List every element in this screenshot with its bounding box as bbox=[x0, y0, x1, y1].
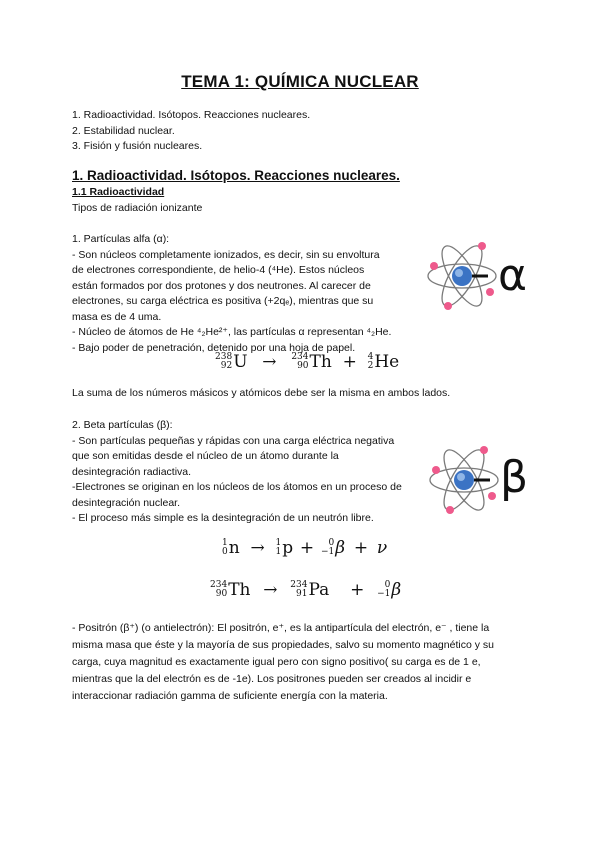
mass-number: 1 bbox=[275, 538, 282, 548]
alpha-note: La suma de los números másicos y atómicos debe ser la misma en ambos lados. bbox=[72, 387, 451, 399]
mass-number: 4 bbox=[367, 352, 374, 362]
beta-line: que son emitidas desde el núcleo de un átomo durante la bbox=[72, 450, 339, 462]
atomic-number: 92 bbox=[220, 361, 233, 371]
atomic-number: −1 bbox=[320, 547, 335, 557]
beta-symbol: β bbox=[335, 538, 346, 558]
subsection-heading: 1.1 Radioactividad bbox=[72, 186, 165, 198]
alpha-line: están formados por dos protones y dos neutrones. Al carecer de bbox=[72, 279, 371, 292]
neutron-symbol: n bbox=[228, 538, 240, 558]
element-symbol: Pa bbox=[308, 580, 330, 600]
beta-line: - El proceso más simple es la desintegración de un neutrón libre. bbox=[72, 512, 374, 524]
positron-line: - Positrón (β⁺) (o antielectrón): El positrón, e⁺, es la antipartícula del electrón, e⁻ , tiene la bbox=[72, 622, 490, 634]
arrow-icon: → bbox=[262, 352, 277, 372]
thorium-decay-equation bbox=[210, 580, 401, 600]
section-heading: 1. Radioactividad. Isótopos. Reacciones nucleares. bbox=[72, 168, 400, 183]
mass-number: 234 bbox=[290, 580, 308, 590]
beta-line: - Son partículas pequeñas y rápidas con una carga eléctrica negativa bbox=[72, 434, 395, 447]
atomic-number: 2 bbox=[367, 361, 374, 371]
alpha-decay-equation bbox=[215, 352, 399, 372]
alpha-section bbox=[72, 232, 432, 356]
alpha-atom-icon bbox=[424, 236, 534, 316]
beta-line: desintegración nuclear. bbox=[72, 496, 180, 509]
mass-number: 234 bbox=[210, 580, 228, 590]
alpha-line: masa es de 4 uma. bbox=[72, 310, 162, 323]
alpha-heading: 1. Partículas alfa (α): bbox=[72, 233, 170, 245]
arrow-icon: → bbox=[250, 538, 265, 558]
mass-number: 234 bbox=[291, 352, 309, 362]
element-symbol: U bbox=[233, 352, 248, 372]
mass-number: 0 bbox=[328, 538, 335, 548]
element-symbol: Th bbox=[309, 352, 332, 372]
toc-item: 1. Radioactividad. Isótopos. Reacciones nucleares. bbox=[72, 109, 311, 121]
mass-number: 1 bbox=[222, 538, 228, 548]
atomic-number: 1 bbox=[275, 547, 282, 557]
alpha-line: - Bajo poder de penetración, detenido por una hoja de papel. bbox=[72, 341, 356, 354]
beta-letter: β bbox=[500, 452, 529, 503]
alpha-line: de electrones correspondiente, de helio-4 (⁴He). Estos núcleos bbox=[72, 264, 365, 276]
atomic-number: 0 bbox=[222, 547, 228, 557]
alpha-line: - Son núcleos completamente ionizados, es decir, sin su envoltura bbox=[72, 248, 380, 261]
plus-sign: + bbox=[342, 352, 357, 372]
arrow-icon: → bbox=[263, 580, 278, 600]
positron-line: carga, cuya magnitud es exactamente igual pero con signo positivo( su carga es de 1 e, bbox=[72, 656, 481, 668]
beta-atom-icon bbox=[426, 440, 536, 520]
plus-sign: + bbox=[353, 538, 369, 558]
alpha-line: electrones, su carga eléctrica es positiva (+2qₑ), mientras que su bbox=[72, 295, 374, 307]
positron-line: interaccionar radiación gamma de suficiente energía con la materia. bbox=[72, 690, 388, 702]
plus-sign: + bbox=[350, 580, 365, 600]
beta-line: desintegración radiactiva. bbox=[72, 465, 192, 478]
proton-symbol: p bbox=[282, 538, 294, 558]
positron-line: mientras que la del electrón es de -1e). Los positrones pueden ser creados al incidir e bbox=[72, 673, 472, 685]
toc-item: 3. Fisión y fusión nucleares. bbox=[72, 140, 203, 152]
atomic-number: 90 bbox=[215, 589, 228, 599]
plus-sign: + bbox=[299, 538, 315, 558]
mass-number: 0 bbox=[384, 580, 391, 590]
alpha-line: - Núcleo de átomos de He ⁴₂He²⁺, las partículas α representan ⁴₂He. bbox=[72, 326, 392, 338]
intro-text: Tipos de radiación ionizante bbox=[72, 202, 203, 214]
alpha-letter: α bbox=[498, 250, 528, 301]
beta-section bbox=[72, 418, 432, 527]
beta-line: -Electrones se originan en los núcleos de los átomos en un proceso de bbox=[72, 481, 402, 493]
beta-symbol: β bbox=[391, 580, 402, 600]
atomic-number: 91 bbox=[296, 589, 308, 599]
atomic-number: 90 bbox=[297, 361, 309, 371]
positron-paragraph bbox=[72, 620, 532, 705]
page-title: TEMA 1: QUÍMICA NUCLEAR bbox=[181, 72, 419, 91]
neutron-decay-equation bbox=[222, 538, 387, 558]
positron-line: misma masa que éste y la mayoría de sus propiedades, salvo su momento magnético y su bbox=[72, 639, 494, 651]
beta-heading: 2. Beta partículas (β): bbox=[72, 419, 173, 431]
element-symbol: He bbox=[374, 352, 400, 372]
atomic-number: −1 bbox=[377, 589, 391, 599]
table-of-contents bbox=[72, 108, 310, 155]
toc-item: 2. Estabilidad nuclear. bbox=[72, 124, 175, 137]
mass-number: 238 bbox=[215, 352, 233, 362]
element-symbol: Th bbox=[228, 580, 251, 600]
neutrino-symbol: ν bbox=[376, 538, 388, 558]
